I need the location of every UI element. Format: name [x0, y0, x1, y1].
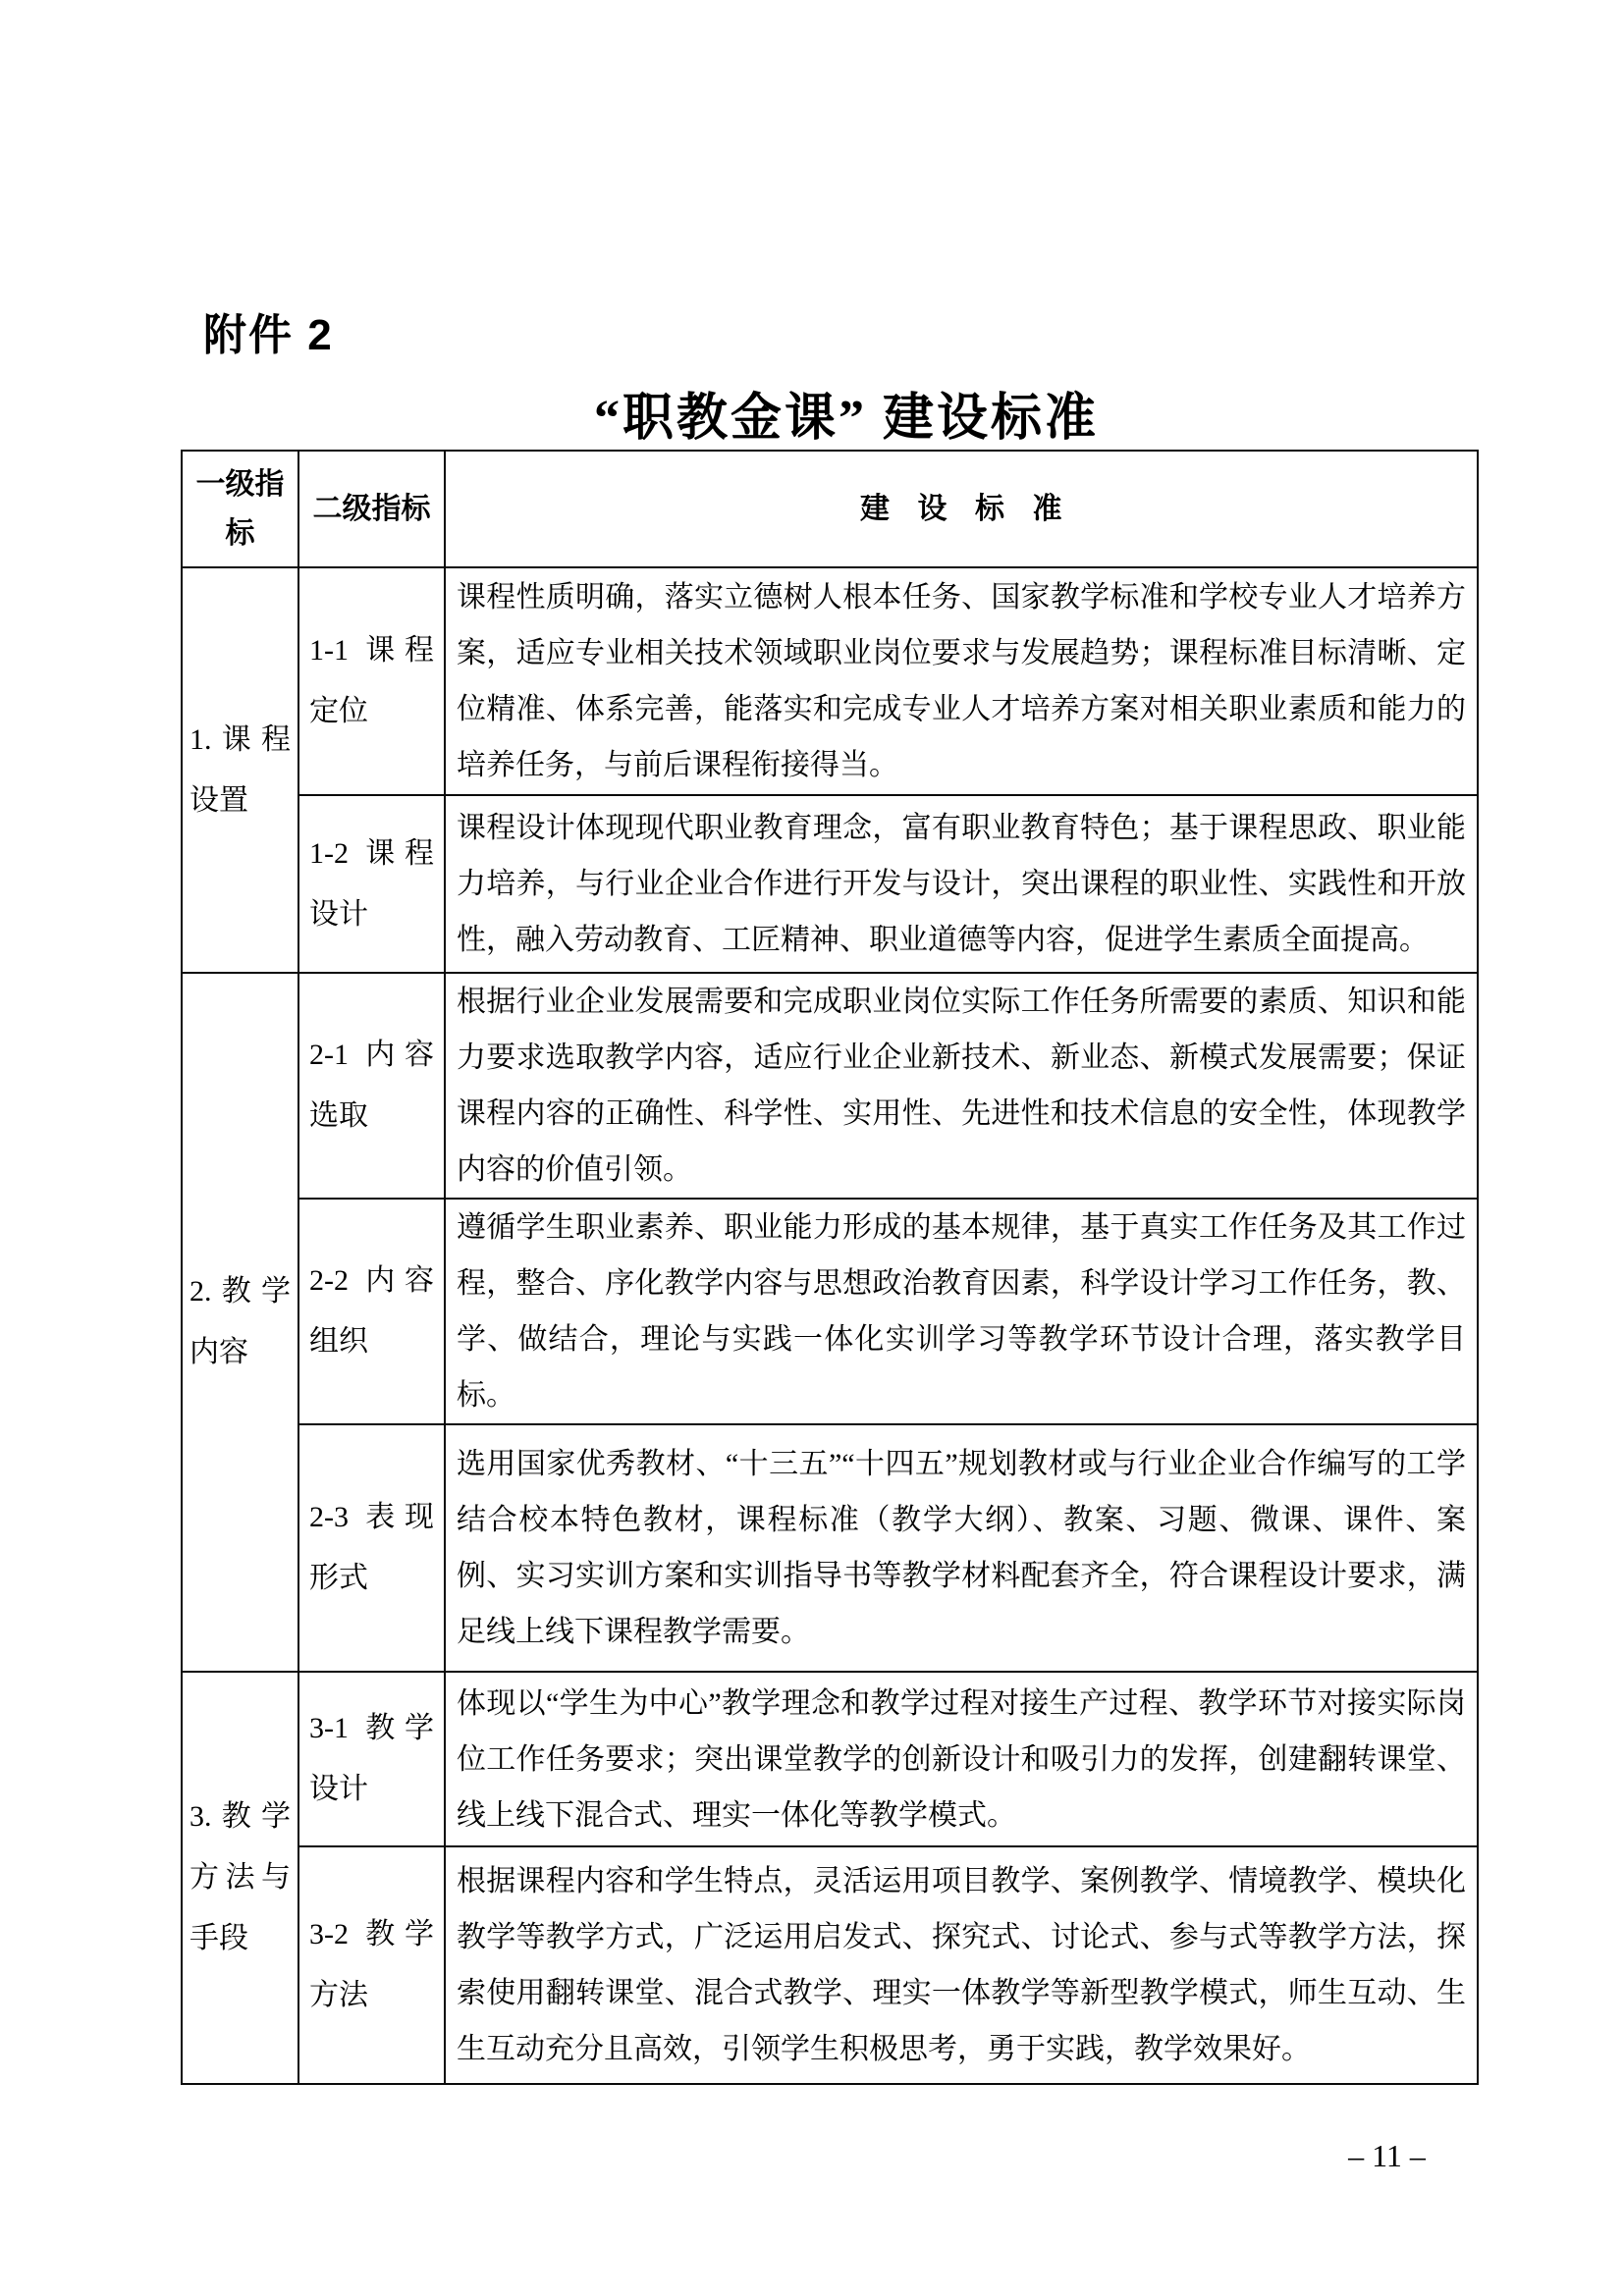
table-row-3-2: [182, 1846, 1478, 2084]
table-row-3-1: [182, 1672, 1478, 1846]
level2-cell-3-2: 3-2 教学方法: [298, 1846, 445, 2084]
level2-cell-1-2: 1-2 课程设计: [298, 795, 445, 973]
level1-cell-course-setup: 1.课程设置: [182, 567, 298, 973]
standard-cell-2-2: 遵循学生职业素养、职业能力形成的基本规律，基于真实工作任务及其工作过程，整合、序化教学内容与思想政治教育因素，科学设计学习工作任务，教、学、做结合，理论与实践一体化实训学习等教学环节设计合理，落实教学目标。: [445, 1199, 1478, 1424]
standard-cell-2-3: 选用国家优秀教材、“十三五”“十四五”规划教材或与行业企业合作编写的工学结合校本特色教材，课程标准（教学大纲）、教案、习题、微课、课件、案例、实习实训方案和实训指导书等教学材料配套齐全，符合课程设计要求，满足线上线下课程教学需要。: [445, 1424, 1478, 1672]
standard-cell-3-1: 体现以“学生为中心”教学理念和教学过程对接生产过程、教学环节对接实际岗位工作任务要求；突出课堂教学的创新设计和吸引力的发挥，创建翻转课堂、线上线下混合式、理实一体化等教学模式。: [445, 1672, 1478, 1846]
page-title: “职教金课” 建设标准: [593, 391, 1099, 447]
attachment-label: 附件 2: [203, 311, 334, 359]
table-row-2-2: [182, 1199, 1478, 1424]
level2-cell-2-1: 2-1 内容选取: [298, 973, 445, 1199]
level2-cell-2-3: 2-3 表现形式: [298, 1424, 445, 1672]
level2-cell-3-1: 3-1 教学设计: [298, 1672, 445, 1846]
level2-cell-2-2: 2-2 内容组织: [298, 1199, 445, 1424]
header-level1-indicator: 一级指标: [182, 451, 298, 567]
level1-cell-teaching-methods: 3.教学方法与手段: [182, 1672, 298, 2084]
standards-table: [181, 450, 1479, 2085]
header-construction-standard: 建设标准: [445, 451, 1478, 567]
standard-cell-1-1: 课程性质明确，落实立德树人根本任务、国家教学标准和学校专业人才培养方案，适应专业相关技术领域职业岗位要求与发展趋势；课程标准目标清晰、定位精准、体系完善，能落实和完成专业人才培养方案对相关职业素质和能力的培养任务，与前后课程衔接得当。: [445, 567, 1478, 795]
table-header-row: [182, 451, 1478, 567]
table-row-2-3: [182, 1424, 1478, 1672]
table-row-1-1: [182, 567, 1478, 795]
level2-cell-1-1: 1-1 课程定位: [298, 567, 445, 795]
standard-cell-2-1: 根据行业企业发展需要和完成职业岗位实际工作任务所需要的素质、知识和能力要求选取教学内容，适应行业企业新技术、新业态、新模式发展需要；保证课程内容的正确性、科学性、实用性、先进性和技术信息的安全性，体现教学内容的价值引领。: [445, 973, 1478, 1199]
table-row-1-2: [182, 795, 1478, 973]
page-number: – 11 –: [1348, 2138, 1426, 2173]
standard-cell-1-2: 课程设计体现现代职业教育理念，富有职业教育特色；基于课程思政、职业能力培养，与行业企业合作进行开发与设计，突出课程的职业性、实践性和开放性，融入劳动教育、工匠精神、职业道德等内容，促进学生素质全面提高。: [445, 795, 1478, 973]
standard-cell-3-2: 根据课程内容和学生特点，灵活运用项目教学、案例教学、情境教学、模块化教学等教学方式，广泛运用启发式、探究式、讨论式、参与式等教学方法，探索使用翻转课堂、混合式教学、理实一体教学等新型教学模式，师生互动、生生互动充分且高效，引领学生积极思考，勇于实践，教学效果好。: [445, 1846, 1478, 2084]
level1-cell-teaching-content: 2.教学内容: [182, 973, 298, 1672]
table-row-2-1: [182, 973, 1478, 1199]
header-level2-indicator: 二级指标: [298, 451, 445, 567]
